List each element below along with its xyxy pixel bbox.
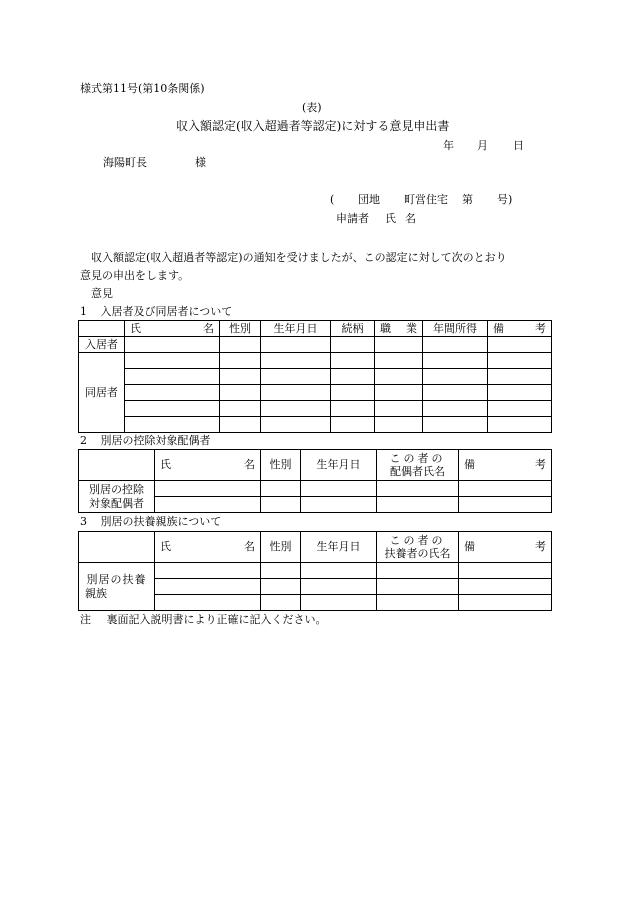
header-relation: 続柄 [331, 321, 375, 337]
section2-heading [80, 435, 211, 446]
header-birth: 生年月日 [301, 450, 377, 481]
header-remarks: 備 考 [459, 532, 552, 563]
header-supporter-name: この者の 扶養者の氏名 [377, 532, 459, 563]
honorific: 様 [195, 156, 206, 169]
header-cell [79, 321, 125, 337]
table-row [79, 401, 552, 417]
resident-table [78, 320, 552, 433]
header-sex: 性別 [220, 321, 261, 337]
section1-title: 入居者及び同居者について [100, 305, 233, 318]
header-cell [79, 532, 155, 563]
table-row [79, 369, 552, 385]
residence-open-paren: ( [330, 193, 335, 206]
section1-heading [80, 306, 232, 317]
table-row [79, 532, 552, 563]
section3-title: 別居の扶養親族について [100, 515, 222, 528]
header-remarks: 備 考 [488, 321, 552, 337]
form-title: 収入額認定(収入超過者等認定)に対する意見申出書 [176, 119, 450, 133]
applicant-name-shi: 氏 [385, 212, 396, 225]
date-day: 日 [513, 139, 524, 152]
form-number: 様式第11号(第10条関係) [80, 82, 205, 95]
iken-label: 意見 [91, 287, 113, 300]
date-year: 年 [443, 139, 454, 152]
header-birth: 生年月日 [261, 321, 331, 337]
table-row [79, 481, 552, 497]
section3-number: 3 [80, 515, 87, 528]
header-job: 職 業 [375, 321, 423, 337]
table-row [79, 417, 552, 433]
header-name: 氏 名 [155, 532, 261, 563]
table-row [79, 353, 552, 369]
header-name: 氏 名 [125, 321, 220, 337]
body-paragraph-2: 意見の申出をします。 [80, 269, 190, 282]
addressee: 海陽町長 [103, 156, 147, 169]
dependent-table [78, 531, 552, 611]
residence-dai: 第 [462, 193, 473, 206]
table-row [79, 385, 552, 401]
header-sex: 性別 [261, 450, 301, 481]
body-paragraph-1: 収入額認定(収入超過者等認定)の通知を受けましたが、この認定に対して次のとおり [91, 251, 507, 264]
table-row [79, 337, 552, 353]
header-birth: 生年月日 [301, 532, 377, 563]
date-month: 月 [477, 139, 488, 152]
header-income: 年間所得 [423, 321, 488, 337]
applicant-name-mei: 名 [405, 212, 416, 225]
applicant-label: 申請者 [336, 212, 369, 225]
header-cell [79, 450, 155, 481]
row-label-resident: 入居者 [79, 337, 125, 353]
note-label: 注 [80, 613, 91, 626]
table-row [79, 450, 552, 481]
note-text: 裏面記入説明書により正確に記入ください。 [106, 613, 327, 626]
header-name: 氏 名 [155, 450, 261, 481]
row-label-cohabitant: 同居者 [79, 353, 125, 433]
section2-title: 別居の控除対象配偶者 [100, 434, 211, 447]
section1-number: 1 [80, 305, 87, 318]
header-sex: 性別 [261, 532, 301, 563]
section2-number: 2 [80, 434, 87, 447]
residence-housing: 町営住宅 [404, 193, 448, 206]
spouse-table [78, 449, 552, 513]
table-row [79, 321, 552, 337]
row-label-spouse: 別居の控除 対象配偶者 [79, 481, 155, 513]
section3-heading [80, 516, 221, 527]
row-label-dependent: 別居の扶養 親族 [79, 563, 155, 611]
residence-go: 号) [497, 193, 513, 206]
side-indicator: (表) [302, 101, 322, 114]
header-spouse-name: この者の 配偶者氏名 [377, 450, 459, 481]
table-row [79, 563, 552, 579]
footer-note [80, 614, 327, 625]
header-remarks: 備 考 [459, 450, 552, 481]
residence-danchi: 団地 [358, 193, 380, 206]
